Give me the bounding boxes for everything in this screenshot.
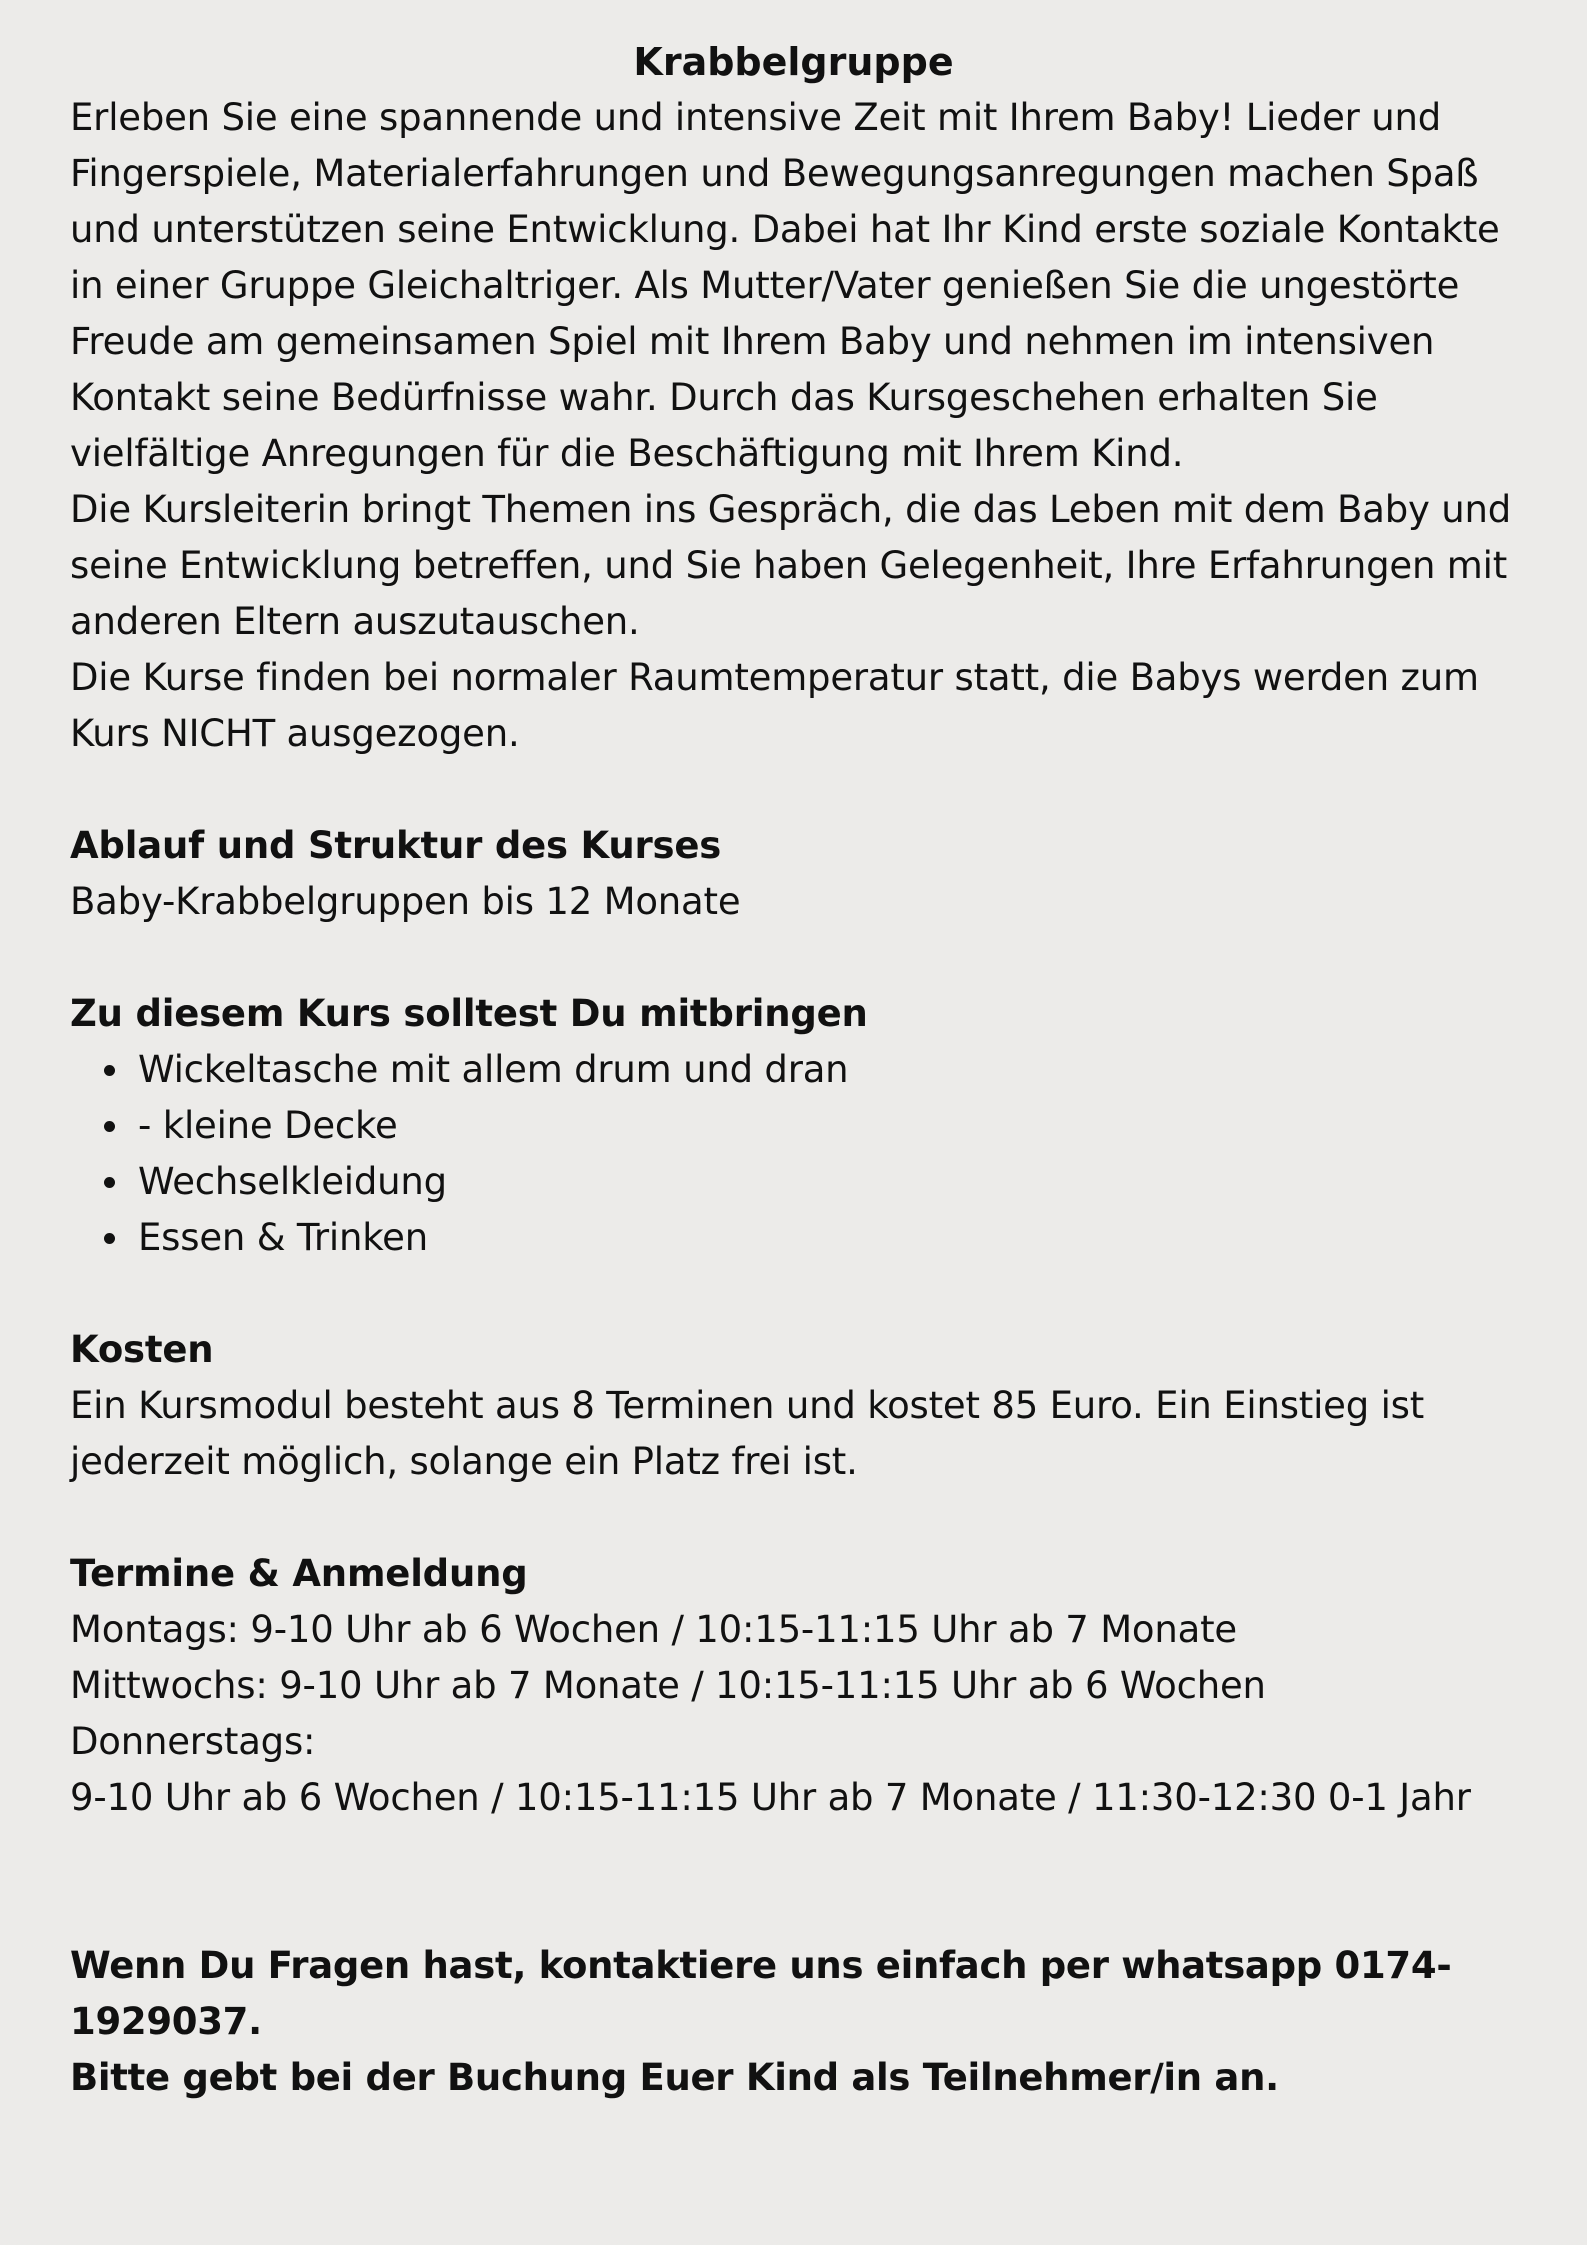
mitbringen-heading: Zu diesem Kurs solltest Du mitbringen <box>70 992 868 1035</box>
spacer <box>70 930 1517 986</box>
list-item <box>104 1154 1517 1210</box>
contact-line-1: Wenn Du Fragen hast, kontaktiere uns einfach per whatsapp 0174-1929037. <box>70 1944 1452 2043</box>
termine-line-mittwochs: Mittwochs: 9-10 Uhr ab 7 Monate / 10:15-11:15 Uhr ab 6 Wochen <box>70 1664 1266 1707</box>
spacer <box>70 1826 1517 1938</box>
bullet-icon <box>104 1233 115 1244</box>
list-item <box>104 1098 1517 1154</box>
spacer <box>70 762 1517 818</box>
intro-paragraph-1: Erleben Sie eine spannende und intensive Zeit mit Ihrem Baby! Lieder und Fingerspiele, Materialerfahrungen und Bewegungsanregungen machen Spaß und unterstützen seine Entwicklung. Dabei hat Ihr Kind erste soziale Kontakte in einer Gruppe Gleichaltriger. Als Mutter/Vater genießen Sie die ungestörte Freude am gemeinsamen Spiel mit Ihrem Baby und nehmen im intensiven Kontakt seine Bedürfnisse wahr. Durch das Kursgeschehen erhalten Sie vielfältige Anregungen für die Beschäftigung mit Ihrem Kind. <box>70 96 1500 475</box>
bullet-icon <box>104 1177 115 1188</box>
termine-line-donnerstags: Donnerstags: <box>70 1720 316 1763</box>
list-item <box>104 1210 1517 1266</box>
intro-paragraph-3: Die Kurse finden bei normaler Raumtemperatur statt, die Babys werden zum Kurs NICHT ausgezogen. <box>70 656 1479 755</box>
mitbringen-list <box>70 1042 1517 1266</box>
kosten-text: Ein Kursmodul besteht aus 8 Terminen und kostet 85 Euro. Ein Einstieg ist jederzeit möglich, solange ein Platz frei ist. <box>70 1384 1425 1483</box>
ablauf-text: Baby-Krabbelgruppen bis 12 Monate <box>70 880 741 923</box>
intro-paragraph-2: Die Kursleiterin bringt Themen ins Gespräch, die das Leben mit dem Baby und seine Entwicklung betreffen, und Sie haben Gelegenheit, Ihre Erfahrungen mit anderen Eltern auszutauschen. <box>70 488 1512 643</box>
list-item-text: Essen & Trinken <box>138 1216 428 1259</box>
list-item-text: - kleine Decke <box>138 1104 398 1147</box>
kosten-heading: Kosten <box>70 1328 214 1371</box>
list-item <box>104 1042 1517 1098</box>
list-item-text: Wechselkleidung <box>138 1160 447 1203</box>
spacer <box>70 1490 1517 1546</box>
bullet-icon <box>104 1121 115 1132</box>
termine-heading: Termine & Anmeldung <box>70 1552 528 1595</box>
ablauf-heading: Ablauf und Struktur des Kurses <box>70 824 722 867</box>
list-item-text: Wickeltasche mit allem drum und dran <box>138 1048 849 1091</box>
spacer <box>70 1266 1517 1322</box>
termine-line-donnerstags-times: 9-10 Uhr ab 6 Wochen / 10:15-11:15 Uhr ab 7 Monate / 11:30-12:30 0-1 Jahr <box>70 1776 1471 1819</box>
page-title: Krabbelgruppe <box>633 40 954 84</box>
contact-line-2: Bitte gebt bei der Buchung Euer Kind als Teilnehmer/in an. <box>70 2056 1279 2099</box>
termine-line-montags: Montags: 9-10 Uhr ab 6 Wochen / 10:15-11:15 Uhr ab 7 Monate <box>70 1608 1237 1651</box>
bullet-icon <box>104 1065 115 1076</box>
